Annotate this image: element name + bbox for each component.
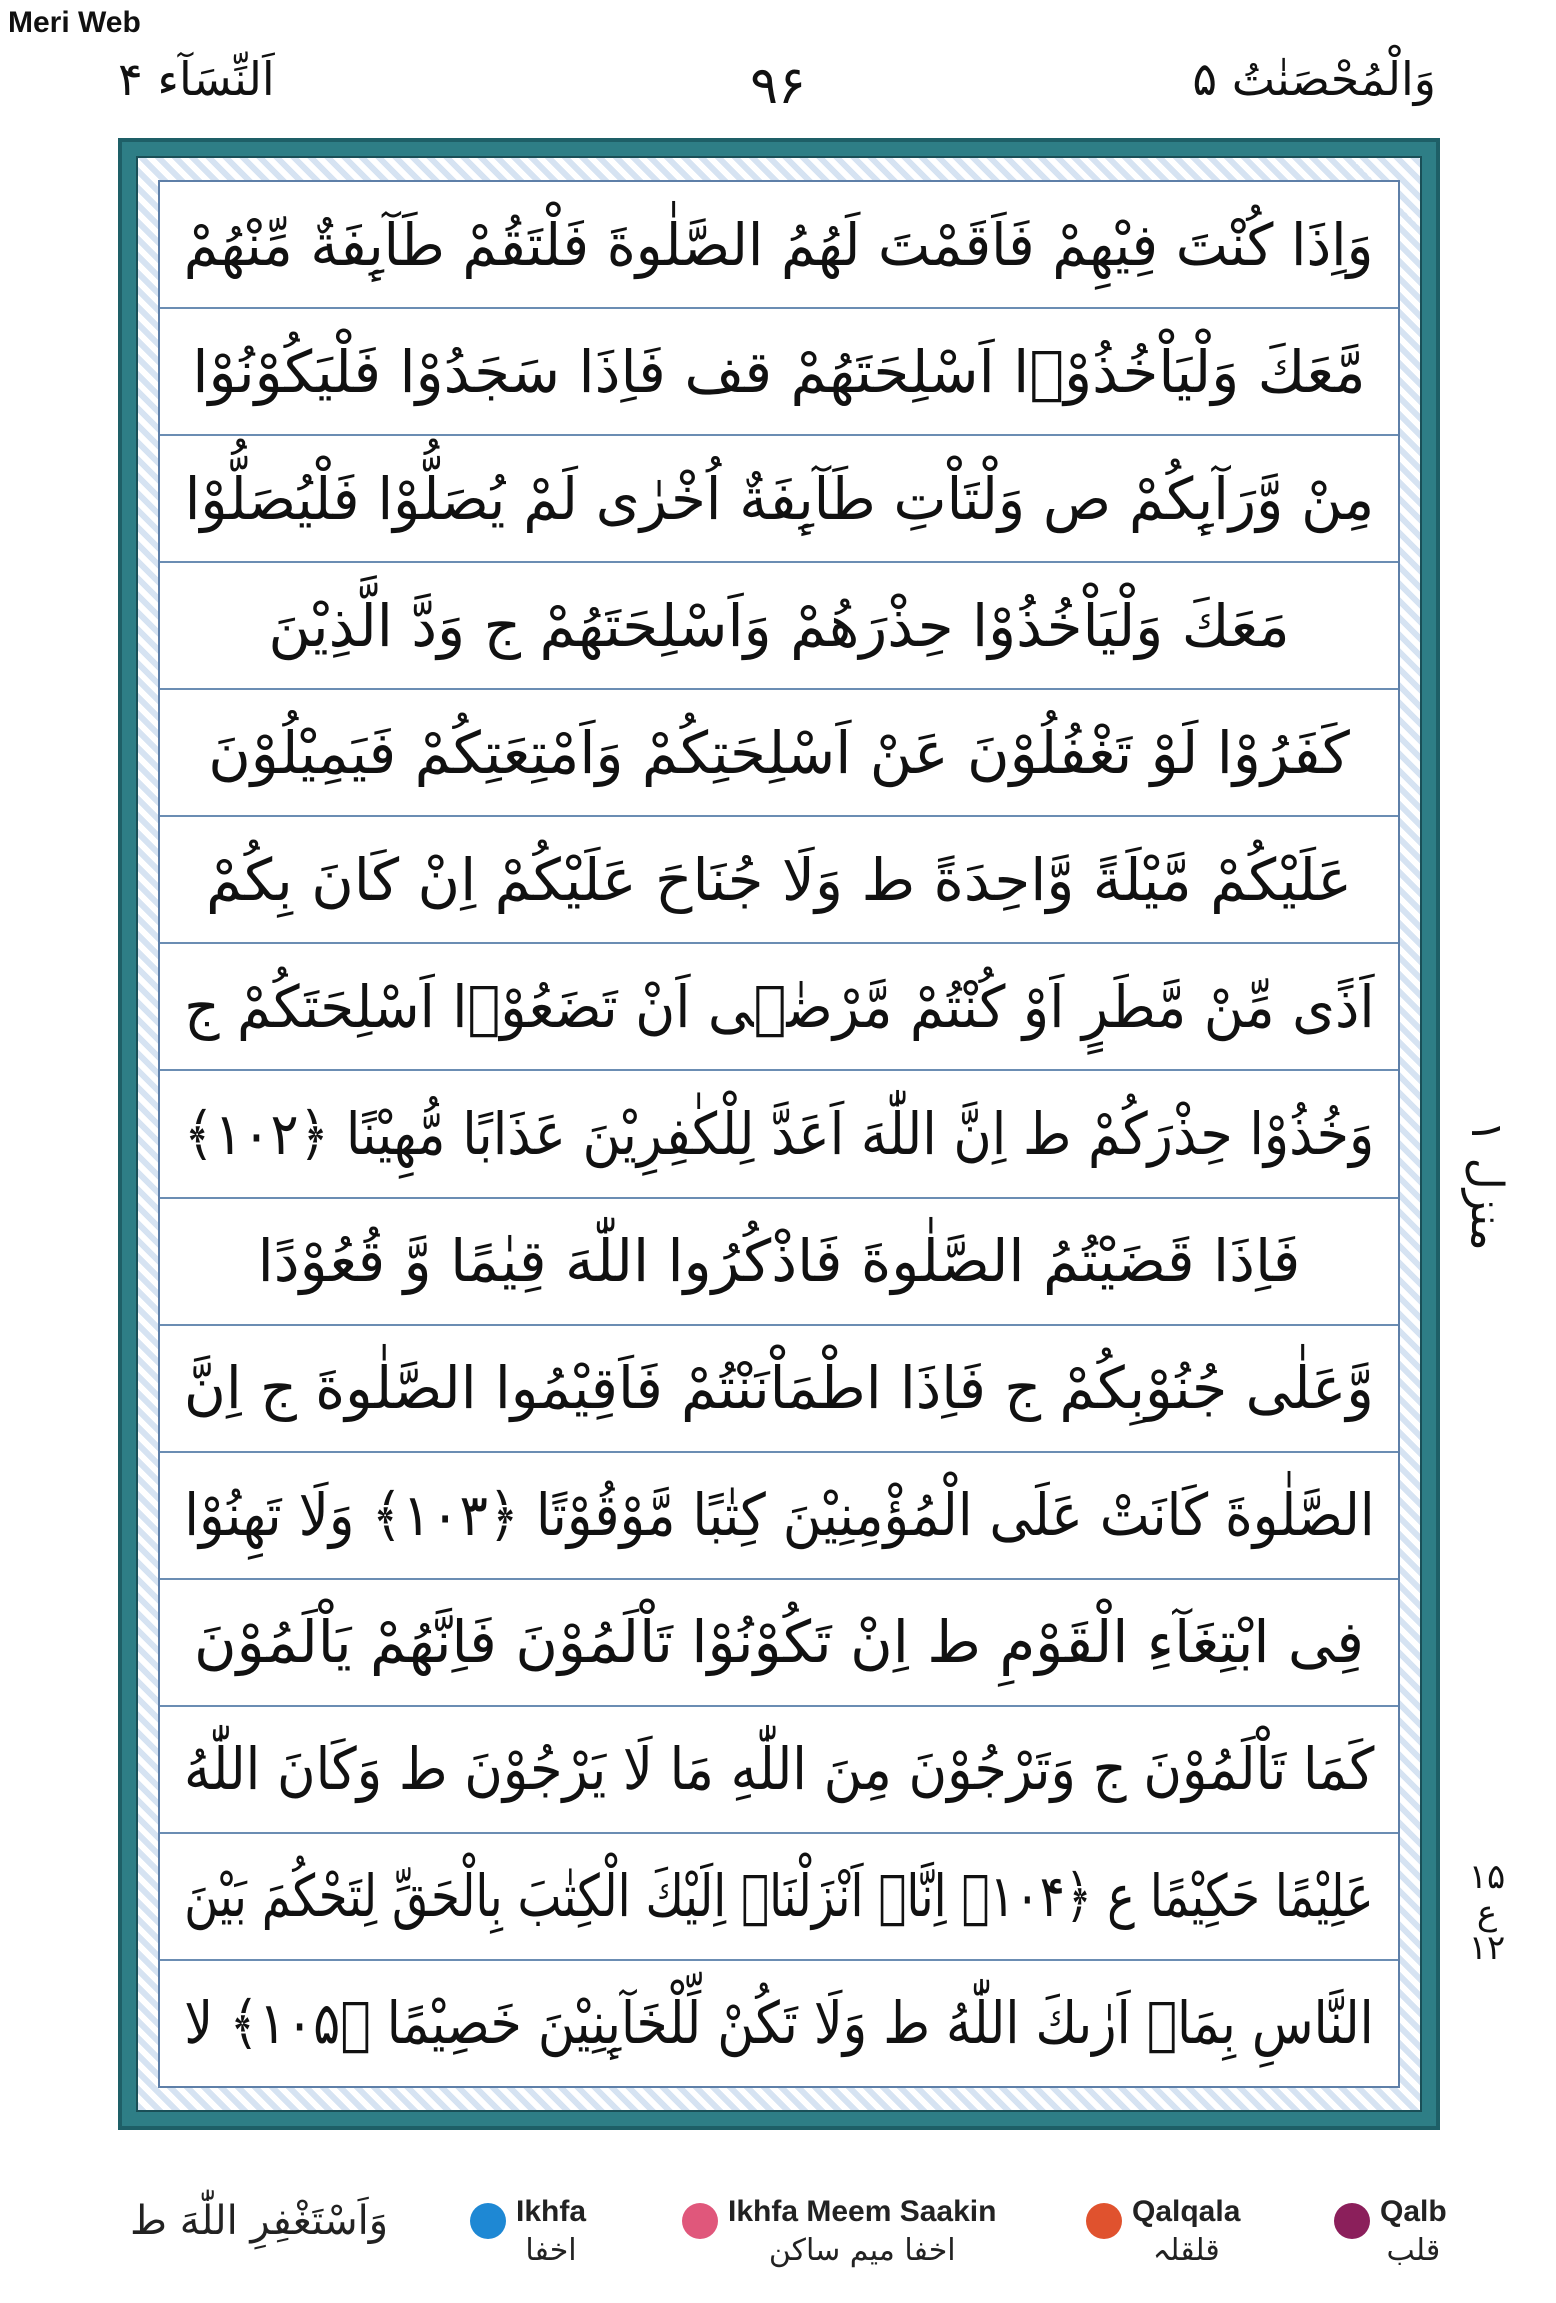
legend-label-urdu: اخفا میم ساکن: [768, 2233, 956, 2268]
page-number: ۹۶: [750, 56, 806, 116]
legend-label: Ikhfa: [516, 2195, 587, 2228]
page-frame: [118, 138, 1440, 2130]
qalb-color-dot: [1334, 2203, 1370, 2239]
ikhfa-meem-saakin-color-dot: [682, 2203, 718, 2239]
ruku-top: ۱۵: [1468, 1857, 1506, 1897]
manzil-marker: منزل ۱: [1461, 1120, 1512, 1251]
quran-text-area: [158, 180, 1400, 2088]
surah-name: اَلنِّسَآء ۴: [118, 52, 275, 106]
ruku-bottom: ۱۲: [1468, 1928, 1506, 1969]
quran-line: عَلِيْمًا حَكِيْمًا ع ﴿۱۰۴﴾ اِنَّاۤ اَنْزَلْنَاۤ اِلَيْكَ الْكِتٰبَ بِالْحَقِّ لِتَحْكُمَ بَيْنَ: [160, 1834, 1398, 1961]
quran-line: مِنْ وَّرَآىِٕكُمْ ص وَلْتَاْتِ طَآىِٕفَةٌ اُخْرٰى لَمْ يُصَلُّوْا فَلْيُصَلُّوْا: [160, 436, 1398, 563]
ruku-marker: [1452, 1857, 1522, 1969]
ruku-mid: ع: [1476, 1892, 1498, 1933]
quran-line: مَّعَكَ وَلْيَاْخُذُوْۤا اَسْلِحَتَهُمْ قف فَاِذَا سَجَدُوْا فَلْيَكُوْنُوْا: [160, 309, 1398, 436]
qalqala-color-dot: [1086, 2203, 1122, 2239]
legend-label-urdu: قلب: [1386, 2233, 1441, 2268]
quran-line: عَلَيْكُمْ مَّيْلَةً وَّاحِدَةً ط وَلَا جُنَاحَ عَلَيْكُمْ اِنْ كَانَ بِكُمْ: [160, 817, 1398, 944]
quran-line: النَّاسِ بِمَاۤ اَرٰىكَ اللّٰهُ ط وَلَا تَكُنْ لِّلْخَآىِٕنِيْنَ خَصِيْمًا ﴿۱۰۵﴾ لا: [184, 1989, 1374, 2058]
legend-qalqala: [1086, 2195, 1240, 2295]
istighfar-text: وَاَسْتَغْفِرِ اللّٰهَ ط: [130, 2198, 389, 2244]
quran-line: فِى ابْتِغَآءِ الْقَوْمِ ط اِنْ تَكُوْنُوْا تَاْلَمُوْنَ فَاِنَّهُمْ يَاْلَمُوْنَ: [160, 1580, 1398, 1707]
quran-line: كَمَا تَاْلَمُوْنَ ج وَتَرْجُوْنَ مِنَ اللّٰهِ مَا لَا يَرْجُوْنَ ط وَكَانَ اللّٰهُ: [160, 1707, 1398, 1834]
legend-ikhfa-meem-saakin: [682, 2195, 996, 2295]
ikhfa-color-dot: [470, 2203, 506, 2239]
quran-line: وَاِذَا كُنْتَ فِيْهِمْ فَاَقَمْتَ لَهُمُ الصَّلٰوةَ فَلْتَقُمْ طَآىِٕفَةٌ مِّنْهُمْ: [160, 182, 1398, 309]
quran-line: وَّعَلٰى جُنُوْبِكُمْ ج فَاِذَا اطْمَاْنَنْتُمْ فَاَقِيْمُوا الصَّلٰوةَ ج اِنَّ: [160, 1326, 1398, 1453]
quran-line: الصَّلٰوةَ كَانَتْ عَلَى الْمُؤْمِنِيْنَ كِتٰبًا مَّوْقُوْتًا ﴿۱۰۳﴾ وَلَا تَهِنُوْا: [160, 1453, 1398, 1580]
legend-label: Ikhfa Meem Saakin: [728, 2195, 997, 2228]
site-label: Meri Web: [8, 6, 141, 39]
quran-line: وَخُذُوْا حِذْرَكُمْ ط اِنَّ اللّٰهَ اَعَدَّ لِلْكٰفِرِيْنَ عَذَابًا مُّهِيْنًا ﴿۱۰۲﴾: [160, 1071, 1398, 1198]
legend-label-urdu: اخفا: [525, 2233, 577, 2268]
quran-line: مَعَكَ وَلْيَاْخُذُوْا حِذْرَهُمْ وَاَسْلِحَتَهُمْ ج وَدَّ الَّذِيْنَ: [160, 563, 1398, 690]
legend-label-urdu: قلقلہ: [1152, 2233, 1220, 2268]
legend-label: Qalb: [1380, 2195, 1447, 2228]
quran-line: فَاِذَا قَضَيْتُمُ الصَّلٰوةَ فَاذْكُرُوا اللّٰهَ قِيٰمًا وَّ قُعُوْدًا: [160, 1199, 1398, 1326]
quran-line: اَذًى مِّنْ مَّطَرٍ اَوْ كُنْتُمْ مَّرْضٰۤى اَنْ تَضَعُوْۤا اَسْلِحَتَكُمْ ج: [160, 944, 1398, 1071]
decorative-border: [136, 156, 1422, 2112]
legend-label: Qalqala: [1132, 2195, 1241, 2228]
quran-line: كَفَرُوْا لَوْ تَغْفُلُوْنَ عَنْ اَسْلِحَتِكُمْ وَاَمْتِعَتِكُمْ فَيَمِيْلُوْنَ: [160, 690, 1398, 817]
legend-qalb: [1334, 2195, 1447, 2295]
juz-name: وَالْمُحْصَنٰتُ ۵: [1192, 52, 1436, 106]
legend-ikhfa: [470, 2195, 586, 2295]
